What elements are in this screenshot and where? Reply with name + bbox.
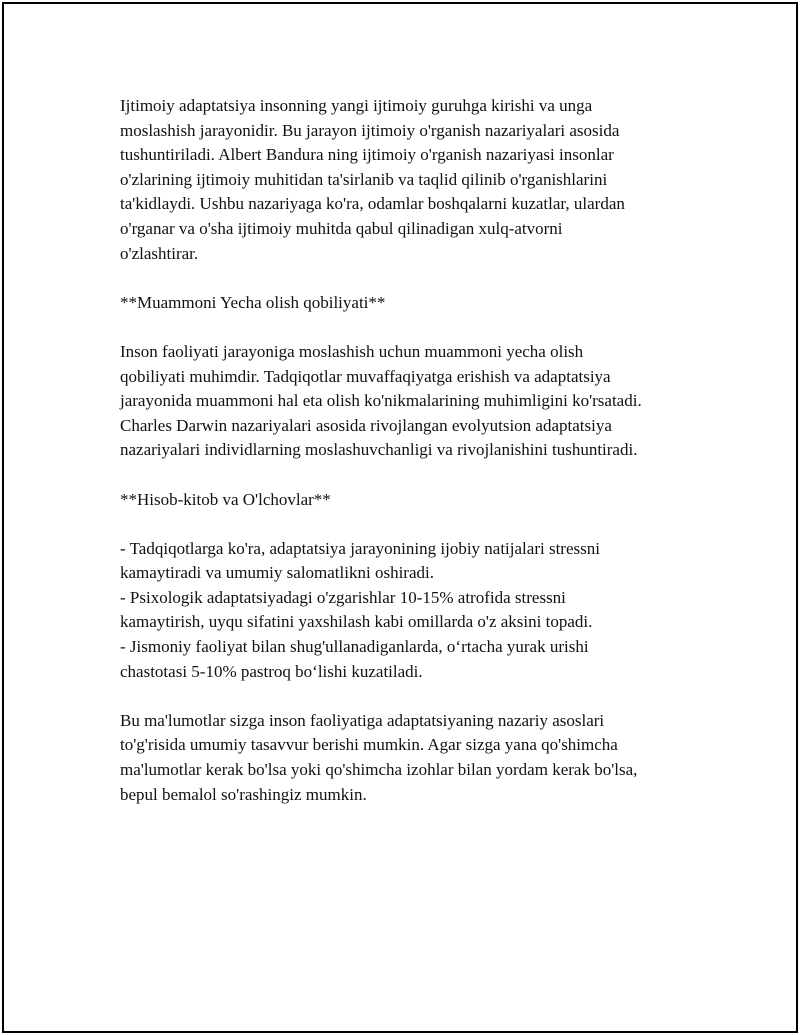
list-item: - Psixologik adaptatsiyadagi o'zgarishlar 10-15% atrofida stressni bbox=[120, 587, 566, 607]
list-item-continuation: kamaytirish, uyqu sifatini yaxshilash kabi omillarda o'z aksini topadi. bbox=[120, 612, 593, 632]
text-line: o'rganar va o'sha ijtimoiy muhitda qabul qilinadigan xulq-atvorni bbox=[120, 218, 563, 238]
text-line: qobiliyati muhimdir. Tadqiqotlar muvaffaqiyatga erishish va adaptatsiya bbox=[120, 366, 611, 386]
page-frame bbox=[2, 2, 798, 1033]
list-item: - Tadqiqotlarga ko'ra, adaptatsiya jarayonining ijobiy natijalari stressni bbox=[120, 538, 600, 558]
text-line: Inson faoliyati jarayoniga moslashish uchun muammoni yecha olish bbox=[120, 341, 584, 361]
text-line: moslashish jarayonidir. Bu jarayon ijtimoiy o'rganish nazariyalari asosida bbox=[120, 120, 620, 140]
measurements-list bbox=[120, 537, 710, 685]
text-line: nazariyalari individlarning moslashuvchanligi va rivojlanishini tushuntiradi. bbox=[120, 440, 638, 460]
text-line: o'zlashtirar. bbox=[120, 243, 199, 263]
text-line: ta'kidlaydi. Ushbu nazariyaga ko'ra, odamlar boshqalarni kuzatlar, ulardan bbox=[120, 194, 625, 214]
document-body bbox=[120, 94, 710, 832]
text-line: bepul bemalol so'rashingiz mumkin. bbox=[120, 784, 367, 804]
problem-solving-paragraph bbox=[120, 340, 710, 463]
section-heading-problem-solving bbox=[120, 291, 710, 316]
closing-paragraph bbox=[120, 709, 710, 807]
text-line: to'g'risida umumiy tasavvur berishi mumkin. Agar sizga yana qo'shimcha bbox=[120, 735, 618, 755]
text-line: ma'lumotlar kerak bo'lsa yoki qo'shimcha izohlar bilan yordam kerak bo'lsa, bbox=[120, 760, 638, 780]
text-line: Ijtimoiy adaptatsiya insonning yangi ijtimoiy guruhga kirishi va unga bbox=[120, 96, 593, 115]
intro-paragraph bbox=[120, 94, 710, 266]
section-heading-measurements bbox=[120, 488, 710, 513]
text-line: Bu ma'lumotlar sizga inson faoliyatiga adaptatsiyaning nazariy asoslari bbox=[120, 710, 605, 730]
heading-text: **Muammoni Yecha olish qobiliyati** bbox=[120, 292, 386, 312]
list-item-continuation: chastotasi 5-10% pastroq bo‘lishi kuzatiladi. bbox=[120, 661, 423, 681]
text-line: tushuntiriladi. Albert Bandura ning ijtimoiy o'rganish nazariyasi insonlar bbox=[120, 145, 614, 165]
text-line: jarayonida muammoni hal eta olish ko'nikmalarining muhimligini ko'rsatadi. bbox=[120, 391, 642, 411]
text-line: Charles Darwin nazariyalari asosida rivojlangan evolyutsion adaptatsiya bbox=[120, 415, 612, 435]
list-item: - Jismoniy faoliyat bilan shug'ullanadiganlarda, o‘rtacha yurak urishi bbox=[120, 637, 589, 657]
list-item-continuation: kamaytiradi va umumiy salomatlikni oshiradi. bbox=[120, 563, 434, 583]
text-line: o'zlarining ijtimoiy muhitidan ta'sirlanib va taqlid qilinib o'rganishlarini bbox=[120, 169, 608, 189]
heading-text: **Hisob-kitob va O'lchovlar** bbox=[120, 489, 331, 509]
